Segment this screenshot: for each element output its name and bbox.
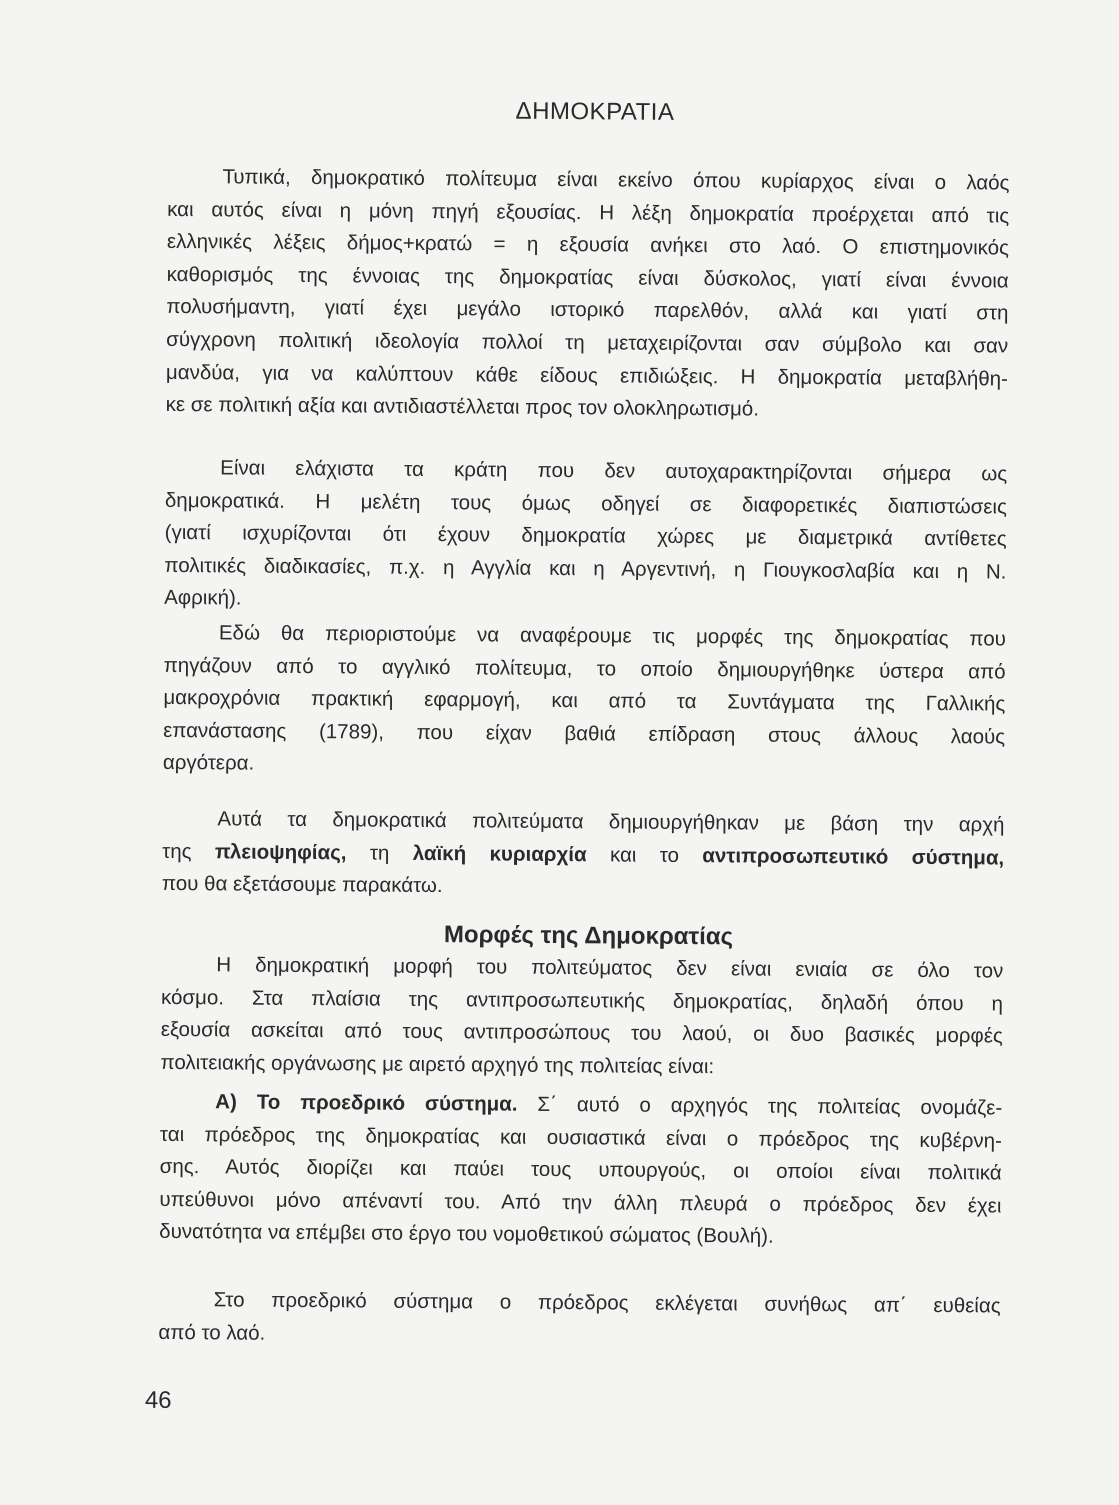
text-line: κε σε πολιτική αξία και αντιδιαστέλλεται προς τον ολοκληρωτισμό. (165, 393, 760, 421)
text-line: ελληνικές λέξεις δήμος+κρατώ = η εξουσία ανήκει στο λαό. Ο επιστημονικός (166, 230, 1010, 260)
text-line: Είναι ελάχιστα τα κράτη που δεν αυτοχαρακτηρίζονται σήμερα ως (220, 456, 1008, 486)
text-segment: Σ΄ αυτό ο αρχηγός της πολιτείας ονομάζε- (517, 1092, 1003, 1120)
text-line: Τυπικά, δημοκρατικό πολίτευμα είναι εκείνο όπου κυρίαρχος είναι ο λαός (222, 165, 1010, 195)
text-line: ται πρόεδρος της δημοκρατίας και ουσιαστικά είναι ο πρόεδρος της κυβέρνη- (159, 1122, 1003, 1153)
paragraph-3 (163, 617, 1006, 787)
section-heading: Μορφές της Δημοκρατίας (443, 921, 734, 951)
text-line: από το λαό. (158, 1320, 266, 1345)
text-line: Η δημοκρατική μορφή του πολιτεύματος δεν είναι ενιαία σε όλο τον (216, 953, 1004, 983)
text-line: επανάστασης (1789), που είχαν βαθιά επίδραση στους άλλους λαούς (163, 718, 1006, 749)
text-line: Στο προεδρικό σύστημα ο πρόεδρος εκλέγεται συνήθως απ΄ ευθείας (213, 1288, 1001, 1318)
bold-term: Α) Το προεδρικό σύστημα. (215, 1090, 518, 1116)
paragraph-5 (160, 949, 1003, 1086)
bold-term: πλειοψηφίας, (214, 839, 347, 864)
paragraph-4 (162, 803, 1005, 907)
text-line: καθορισμός της έννοιας της δημοκρατίας είναι δύσκολος, γιατί είναι έννοια (166, 262, 1009, 293)
text-segment: της (162, 839, 216, 863)
text-line: μανδύα, για να καλύπτουν κάθε είδους επιδιώξεις. Η δημοκρατία μεταβλήθη- (165, 360, 1009, 391)
text-line: αργότερα. (162, 751, 255, 775)
text-line: Αυτά τα δημοκρατικά πολιτεύματα δημιουργήθηκαν με βάση την αρχή (217, 807, 1005, 837)
text-line: σύγχρονη πολιτική ιδεολογία πολλοί τη μεταχειρίζονται σαν σύμβολο και σαν (166, 327, 1009, 358)
text-line: πηγάζουν από το αγγλικό πολίτευμα, το οποίο δημιουργήθηκε ύστερα από (163, 653, 1006, 684)
text-line: Αφρική). (164, 586, 242, 610)
paragraph-6 (159, 1086, 1002, 1256)
paragraph-7 (158, 1284, 1000, 1356)
page-title: ΔΗΜΟΚΡΑΤΙΑ (515, 97, 675, 126)
text-line: που θα εξετάσουμε παρακάτω. (161, 872, 443, 898)
text-line: δημοκρατικά. Η μελέτη τους όμως οδηγεί σε διαφορετικές διαπιστώσεις (164, 488, 1008, 519)
text-line: μακροχρόνια πρακτική εφαρμογή, και από τα Συντάγματα της Γαλλικής (163, 686, 1006, 716)
paragraph-1 (166, 161, 1010, 428)
text-line: σης. Αυτός διορίζει και παύει τους υπουργούς, οι οποίοι είναι πολιτικά (159, 1155, 1002, 1185)
text-line: υπεύθυνοι μόνο απέναντί του. Από την άλλη πλευρά ο πρόεδρος δεν έχει (159, 1187, 1002, 1218)
text-line: δυνατότητα να επέμβει στο έργο του νομοθετικού σώματος (Βουλή). (159, 1220, 774, 1249)
text-segment: τη (346, 840, 413, 865)
text-line: πολιτειακής οργάνωσης με αιρετό αρχηγό της πολιτείας είναι: (160, 1050, 715, 1079)
text-segment: και το (586, 842, 703, 867)
text-line: εξουσία ασκείται από τους αντιπροσώπους του λαού, οι δυο βασικές μορφές (160, 1018, 1003, 1048)
text-line: κόσμο. Στα πλαίσια της αντιπροσωπευτικής δημοκρατίας, δηλαδή όπου η (160, 985, 1004, 1016)
bold-term: λαϊκή κυριαρχία (412, 841, 587, 866)
bold-term: αντιπροσωπευτικό σύστημα, (702, 843, 1005, 870)
text-line: και αυτός είναι η μόνη πηγή εξουσίας. Η λέξη δημοκρατία προέρχεται από τις (167, 197, 1010, 228)
page-number: 46 (144, 1386, 172, 1414)
text-line: πολιτικές διαδικασίες, π.χ. η Αγγλία και η Αργεντινή, η Γιουγκοσλαβία και η Ν. (164, 553, 1007, 584)
text-line: πολυσήμαντη, γιατί έχει μεγάλο ιστορικό παρελθόν, αλλά και γιατί στη (166, 295, 1009, 325)
text-line: (γιατί ισχυρίζονται ότι έχουν δημοκρατία χώρες με διαμετρικά αντίθετες (164, 521, 1007, 551)
text-line: Εδώ θα περιοριστούμε να αναφέρουμε τις μορφές της δημοκρατίας που (218, 621, 1006, 651)
paragraph-2 (164, 452, 1007, 622)
